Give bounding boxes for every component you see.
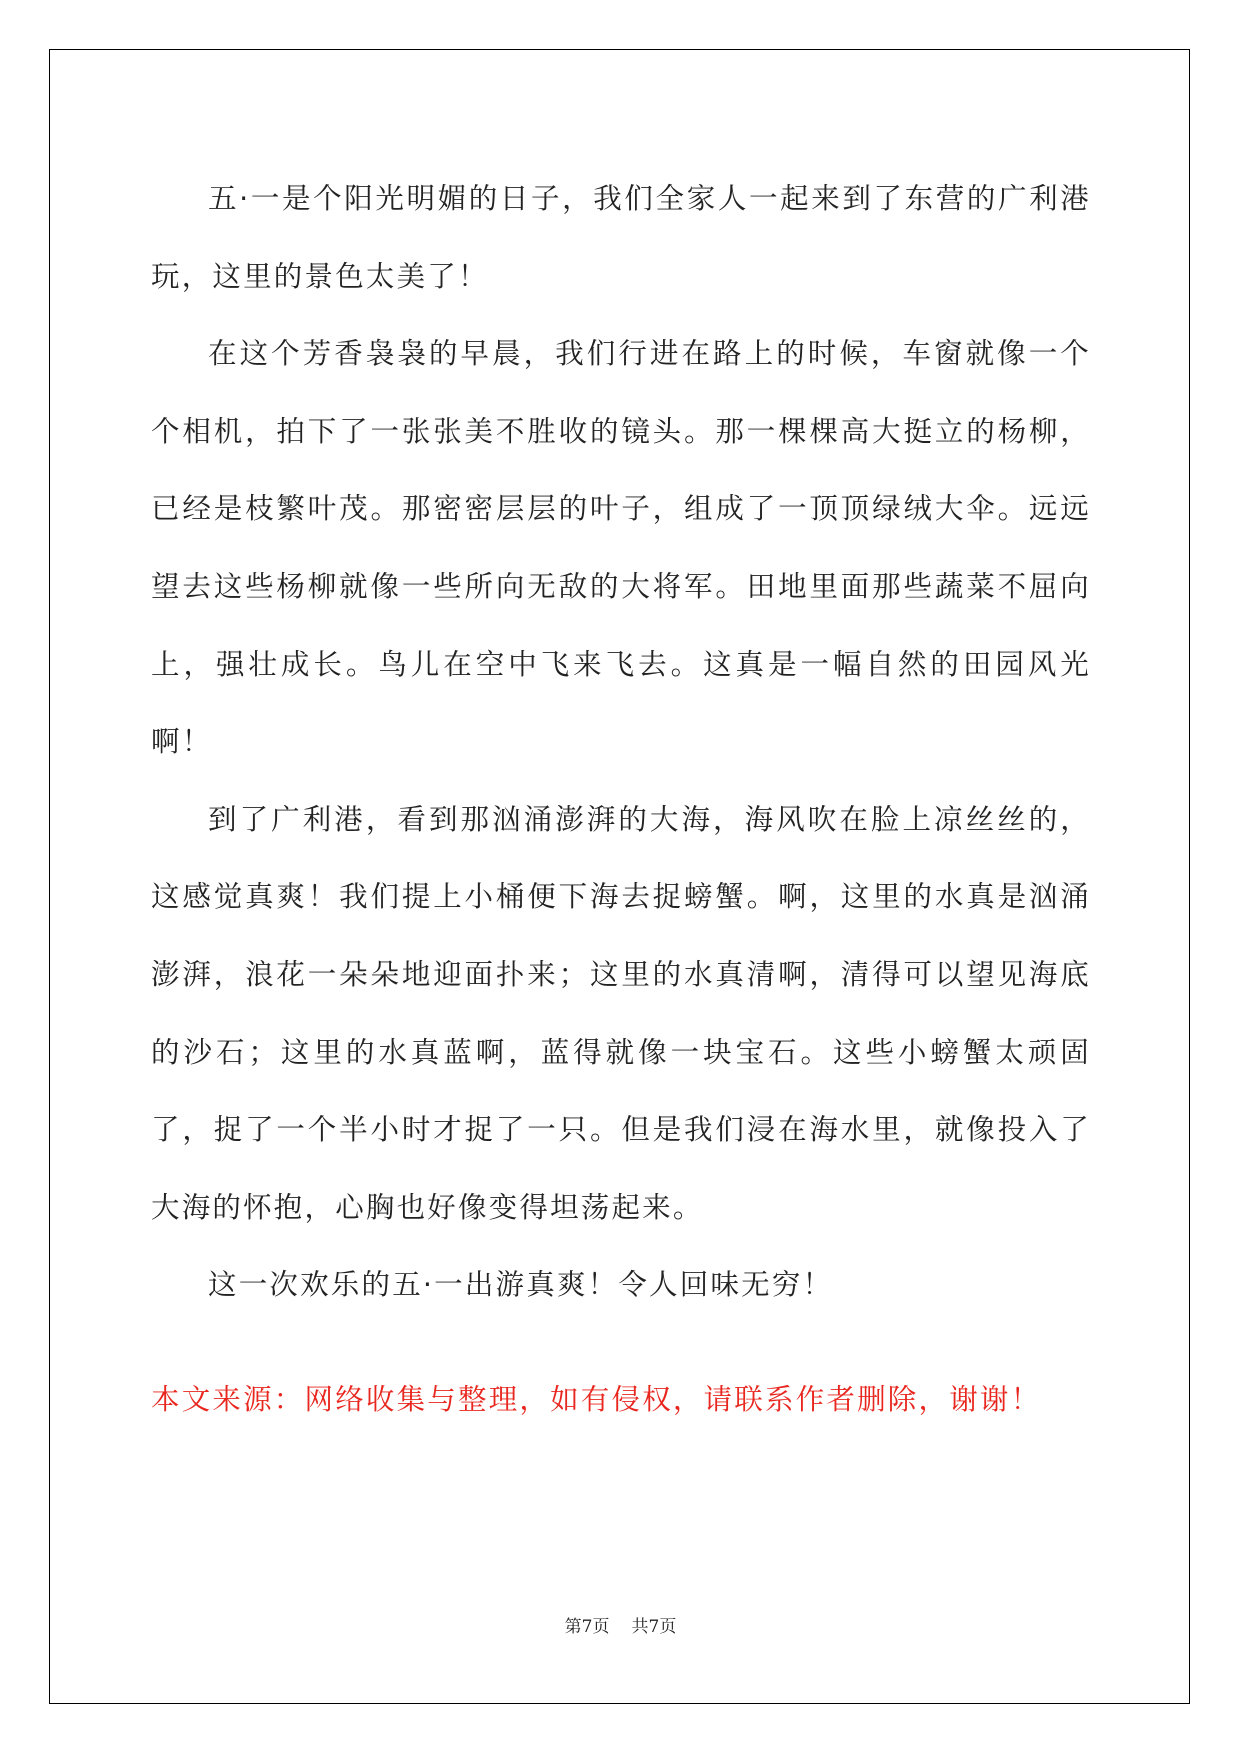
paragraph-3: 到了广利港，看到那汹涌澎湃的大海，海风吹在脸上凉丝丝的，这感觉真爽！我们提上小桶便下海去捉螃蟹。啊，这里的水真是汹涌澎湃，浪花一朵朵地迎面扑来；这里的水真清啊，清得可以望见海底的沙石；这里的水真蓝啊，蓝得就像一块宝石。这些小螃蟹太顽固了，捉了一个半小时才捉了一只。但是我们浸在海水里，就像投入了大海的怀抱，心胸也好像变得坦荡起来。 <box>151 802 1091 1224</box>
current-page-number: 第7页 <box>564 1617 610 1637</box>
paragraph-2: 在这个芳香袅袅的早晨，我们行进在路上的时候，车窗就像一个个相机，拍下了一张张美不胜收的镜头。那一棵棵高大挺立的杨柳，已经是枝繁叶茂。那密密层层的叶子，组成了一顶顶绿绒大伞。远远望去这些杨柳就像一些所向无敌的大将军。田地里面那些蔬菜不屈向上，强壮成长。鸟儿在空中飞来飞去。这真是一幅自然的田园风光啊！ <box>151 337 1091 759</box>
total-page-count: 共7页 <box>631 1617 677 1637</box>
paragraph-1: 五·一是个阳光明媚的日子，我们全家人一起来到了东营的广利港玩，这里的景色太美了！ <box>151 182 1091 293</box>
article-body <box>151 160 1091 1324</box>
page-footer <box>0 1615 1241 1639</box>
paragraph-4: 这一次欢乐的五·一出游真爽！令人回味无穷！ <box>208 1268 834 1302</box>
source-disclaimer: 本文来源：网络收集与整理，如有侵权，请联系作者删除，谢谢！ <box>151 1383 1042 1416</box>
